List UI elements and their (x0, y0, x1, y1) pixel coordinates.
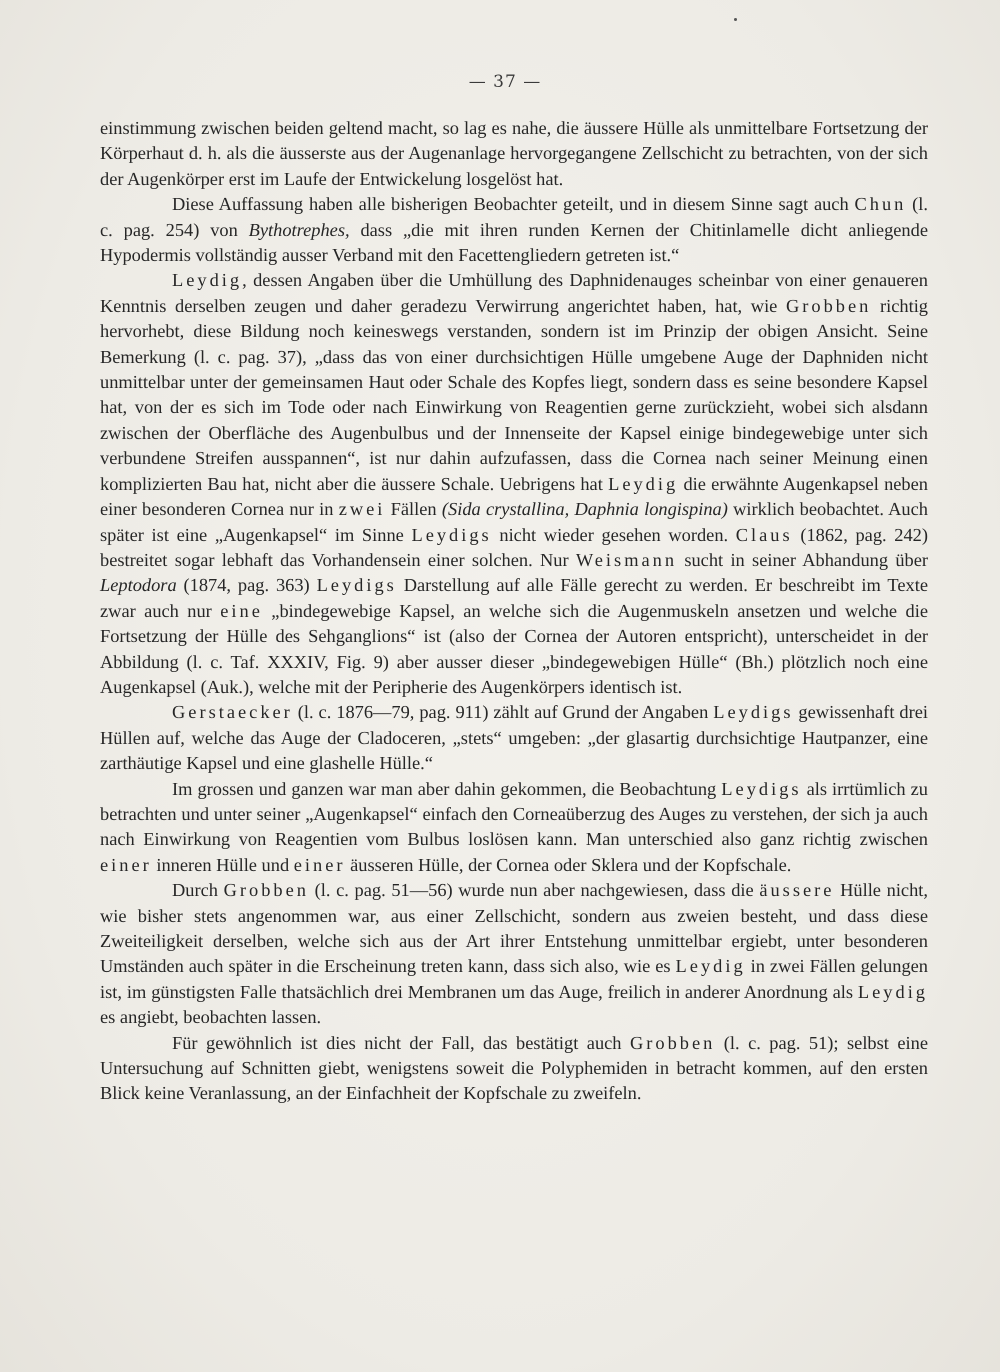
text-run: , dessen Angaben über die Umhüllung des Daphnidenauges scheinbar von einer genaueren Kenntnis derselben zeugen und daher geradezu Verwirrung angerichtet haben, hat, wie (100, 270, 928, 316)
paragraph (100, 192, 928, 268)
spaced-name: Grobben (629, 1032, 716, 1053)
text-run: in zwei Fällen gelungen ist, im günstigsten Falle thatsächlich drei Membranen um das Auge, freilich in anderer Anordnung als (100, 956, 928, 1002)
text-run: als irrtümlich zu betrachten und unter seiner „Augenkapsel“ einfach den Corneaüberzug des Auges zu verstehen, der sich ja auch nach Einwirkung von Reagentien vom Bulbus loslösen kann. Man unterschied also ganz richtig zwischen (100, 778, 929, 850)
page-number: — 37 — (468, 72, 542, 92)
text-run: die erwähnte Augenkapsel neben einer besonderen Cornea nur in (100, 473, 928, 520)
text-run: (1874, pag. 363) (176, 575, 317, 596)
text-run: (1862, pag. 242) bestreitet sogar lebhaft das Vorhandensein einer solchen. Nur (100, 524, 928, 570)
text-run: (l. c. pag. 51—56) wurde nun aber nachgewiesen, dass die (308, 880, 760, 901)
text-run: inneren Hülle und (151, 854, 294, 875)
text-run: Für gewöhnlich ist dies nicht der Fall, das bestätigt auch (172, 1032, 630, 1053)
spaced-name: äussere (759, 880, 835, 901)
spaced-name: Grobben (223, 880, 309, 901)
body-text (100, 116, 928, 1107)
text-run: äusseren Hülle, der Cornea oder Sklera und der Kopfschale. (345, 854, 792, 875)
text-run: richtig hervorhebt, diese Bildung noch keineswegs verstanden, sondern ist im Prinzip der obigen Ansicht. Seine Bemerkung (l. c. pag. 37), „dass das von einer durchsichtigen Hülle umgebene Auge der Daphniden nicht unmittelbar unter der gemeinsamen Haut oder Schale des Kopfes liegt, sondern dass es seine besondere Kapsel hat, von der es sich im Tode oder nach Einwirkung von Reagentien gerne zurückzieht, wobei sich alsdann zwischen der Oberfläche des Augenbulbus und der Innenseite der Kapsel einige bindegewebige unter sich verbundene Streifen ausspannen“, ist nur dahin aufzufassen, dass die Cornea nach seiner Meinung einen komplizierten Bau hat, nicht aber die äussere Schale. Uebrigens hat (100, 295, 929, 494)
spaced-name: Leydig (608, 473, 679, 494)
spaced-name: Leydig (172, 270, 243, 291)
spaced-name: Leydig (675, 956, 746, 977)
italic-term: Bythotrephes, (248, 219, 350, 240)
italic-term: Leptodora (100, 575, 177, 596)
spaced-name: Chun (854, 194, 907, 215)
spaced-name: Leydigs (713, 702, 794, 723)
text-run: nicht wieder gesehen worden. (491, 524, 736, 545)
paragraph (100, 878, 928, 1030)
text-run: Durch (172, 880, 224, 901)
text-run: Darstellung auf alle Fälle gerecht zu werden. Er beschreibt im Texte zwar auch nur (100, 575, 928, 621)
spaced-name: Weismann (575, 549, 678, 570)
spaced-name: Leydigs (316, 575, 397, 596)
text-run: Diese Auffassung haben alle bisherigen Beobachter geteilt, und in diesem Sinne sagt auch (172, 194, 855, 215)
text-run: Hülle nicht, wie bisher stets angenommen war, aus einer Zellschicht, sondern aus zweien besteht, und dass diese Zweiteiligkeit derselben, welche sich aus der Art ihrer Entstehung unmittelbar ergiebt, unter besonderen Umständen auch später in die Erscheinung treten kann, dass sich also, wie es (100, 880, 928, 977)
paragraph (100, 116, 928, 192)
spaced-name: einer (293, 854, 346, 875)
text-run: (l. c. 1876—79, pag. 911) zählt auf Grund der Angaben (292, 702, 714, 723)
text-run: Im grossen und ganzen war man aber dahin gekommen, die Beobachtung (172, 778, 722, 799)
spaced-name: Grobben (786, 295, 872, 316)
paragraph (100, 268, 928, 700)
spaced-name: Leydigs (721, 778, 802, 799)
spaced-name: eine (220, 600, 263, 621)
text-run: Fällen (385, 499, 442, 520)
text-run: (l. c. pag. 51); selbst eine Untersuchung auf Schnitten giebt, wenigstens soweit die Polyphemiden in betracht kommen, auf den ersten Blick keine Veranlassung, an der Einfachheit der Kopfschale zu zweifeln. (100, 1032, 928, 1104)
paragraph (100, 777, 928, 879)
spaced-name: zwei (338, 499, 386, 520)
text-run: es angiebt, beobachten lassen. (100, 1007, 322, 1028)
text-run: dass „die mit ihren runden Kernen der Chitinlamelle dicht anliegende Hypodermis vollständig ausser Verband mit den Facettengliedern getreten ist.“ (100, 219, 928, 266)
spaced-name: Leydig (857, 981, 928, 1002)
paragraph (100, 700, 928, 776)
spaced-name: Claus (735, 524, 793, 545)
spaced-name: Gerstaecker (172, 702, 293, 723)
text-run: „bindegewebige Kapsel, an welche sich die Augenmuskeln ansetzen und welche die Fortsetzung der Hülle des Sehganglions“ ist (also der Cornea der Autoren entspricht), unterscheidet in der Abbildung (l. c. Taf. XXXIV, Fig. 9) aber ausser dieser „bindegewebigen Hülle“ (Bh.) plötzlich noch eine Augenkapsel (Auk.), welche mit der Peripherie des Augenkörpers identisch ist. (100, 600, 928, 697)
spaced-name: Leydigs (411, 524, 492, 545)
italic-term: (Sida crystallina, Daphnia longispina) (441, 499, 728, 520)
text-run: wirklich beobachtet. Auch später ist eine „Augenkapsel“ im Sinne (100, 499, 928, 545)
spaced-name: einer (100, 854, 152, 875)
text-run: (l. c. pag. 254) von (100, 194, 928, 240)
text-run: sucht in seiner Abhandung über (677, 549, 928, 570)
paragraph (100, 1031, 928, 1107)
text-run: einstimmung zwischen beiden geltend macht, so lag es nahe, die äussere Hülle als unmittelbare Fortsetzung der Körperhaut d. h. als die äusserste aus der Augenanlage hervorgegangene Zellschicht zu betrachten, von der sich der Augenkörper erst im Laufe der Entwickelung losgelöst hat. (100, 118, 928, 189)
text-run: gewissenhaft drei Hüllen auf, welche das Auge der Cladoceren, „stets“ umgeben: „der glasartig durchsichtige Hautpanzer, eine zarthäutige Kapsel und eine glashelle Hülle.“ (100, 702, 928, 774)
print-speck (734, 18, 737, 21)
